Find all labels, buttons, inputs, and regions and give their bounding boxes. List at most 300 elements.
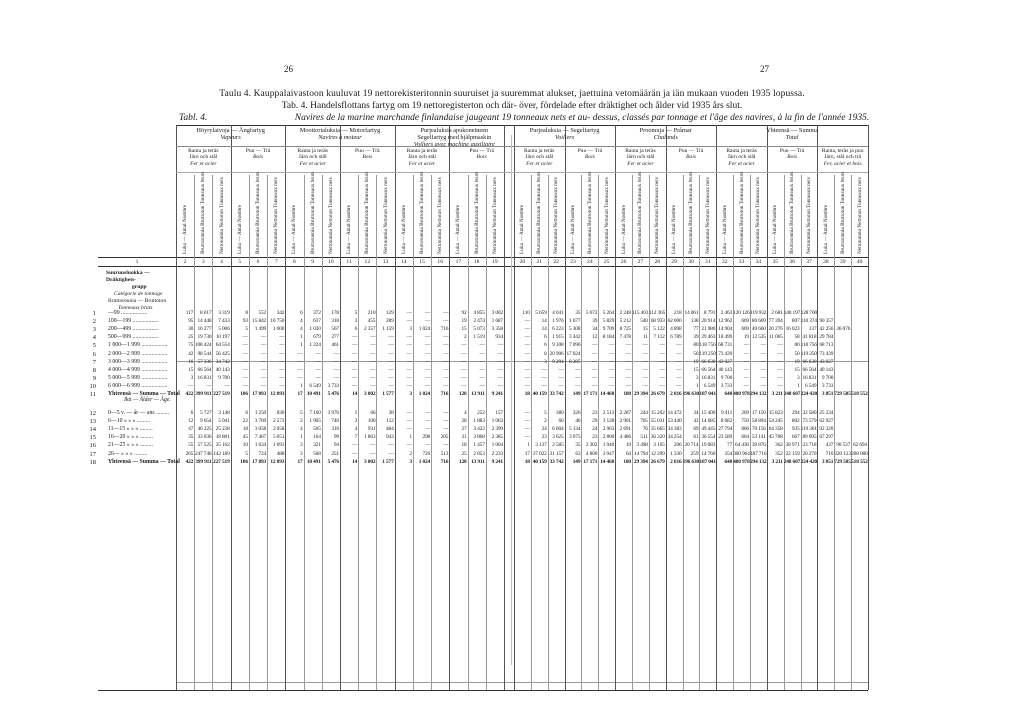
column-number: 11 [346, 259, 352, 265]
table-cell: 94 [333, 442, 339, 449]
table-cell: 3 211 [771, 458, 783, 465]
table-cell: 352 [775, 450, 783, 457]
table-cell: 46 225 [197, 426, 212, 433]
table-cell: 70 156 [751, 426, 766, 433]
table-cell: 16 [188, 358, 194, 365]
column-head-gross: Bruttotonnia Bruttoton Tonneaux bruts [200, 171, 207, 254]
table-cell: 69 [693, 426, 699, 433]
table-cell: 164 [313, 434, 321, 441]
table-cell: — [242, 342, 248, 349]
table-cell: 931 [367, 426, 376, 433]
table-cell: 128 [458, 458, 467, 465]
table-cell: 277 [331, 334, 339, 341]
table-cell: 13 911 [471, 391, 485, 397]
table-cell: 3 851 [821, 458, 834, 465]
table-cell: — [406, 374, 412, 381]
table-cell: 455 [367, 318, 376, 325]
table-cell: — [541, 366, 547, 373]
table-cell: 29 784 [819, 334, 834, 341]
table-cell: — [370, 382, 376, 389]
table-cell: 39 [693, 334, 699, 341]
group-header: Moottorialuksia — Motorfartyg Navires à moteur [299, 127, 381, 141]
row-number: 5 [92, 342, 96, 350]
table-cell: 24 [592, 426, 598, 433]
group-rule [395, 146, 514, 147]
table-cell: 14 760 [701, 450, 716, 457]
column-number: 2 [183, 259, 187, 265]
table-cell: — [424, 366, 431, 373]
table-cell: 34 [592, 326, 598, 333]
table-cell: 5 [245, 326, 248, 333]
column-number: 27 [637, 259, 644, 265]
column-head-count: Luku — Antal Nombre [721, 204, 728, 254]
table-cell: 1 577 [382, 458, 394, 465]
table-cell: — [497, 374, 503, 381]
table-cell: 68 713 [819, 342, 834, 349]
table-cell: 7 467 [254, 434, 267, 441]
table-cell: 29 394 [633, 458, 648, 465]
column-head-gross: Bruttotonnia Bruttoton Tonneaux bruts [536, 171, 543, 254]
table-cell: 1 883 [473, 418, 485, 425]
material-header: Puu — Trä Bois [577, 148, 603, 161]
column-number: 30 [688, 259, 694, 265]
column-rule [431, 175, 432, 690]
table-cell: — [443, 342, 449, 349]
table-cell: 716 [440, 391, 449, 397]
table-cell: 2 585 [552, 442, 564, 449]
table-cell: — [424, 318, 431, 325]
table-cell: 669 [741, 326, 749, 333]
table-cell: 15 [461, 326, 467, 333]
table-cell: 34 383 [667, 426, 682, 433]
group-rule [615, 146, 716, 147]
table-cell: — [406, 310, 412, 316]
table-cell: 17 024 [566, 350, 581, 357]
material-header: Puu — Trä Bois [779, 148, 805, 161]
table-cell: — [524, 334, 530, 341]
table-cell: — [260, 358, 267, 365]
column-head-net: Nettotonnia Nettoton Tonneaux nets [491, 177, 498, 254]
table-cell: — [279, 342, 285, 349]
table-cell: 3 358 [491, 326, 503, 333]
table-cell: — [659, 350, 665, 357]
table-cell: — [659, 374, 665, 381]
table-cell: 3 422 [473, 426, 485, 433]
table-cell: 7 160 [309, 410, 321, 416]
table-cell: 1 024 [418, 326, 431, 333]
table-cell: — [388, 350, 394, 357]
table-cell: — [642, 382, 648, 389]
table-cell: 399 911 [195, 391, 212, 397]
table-cell: 488 [276, 450, 285, 457]
table-cell: 5 [300, 410, 303, 416]
page-gutter [511, 135, 512, 665]
table-cell: 227 519 [213, 391, 230, 397]
column-rule [851, 175, 852, 690]
table-cell: 77 [693, 326, 699, 333]
table-cell: 38 [388, 410, 394, 416]
table-cell: 60 [558, 418, 564, 425]
column-rule [784, 175, 785, 690]
table-cell: 73 439 [718, 350, 733, 357]
table-cell: 1 915 [552, 334, 564, 341]
column-head-count: Luku — Antal Nombre [291, 204, 298, 254]
table-cell: — [676, 342, 682, 349]
column-rule [531, 175, 532, 690]
table-cell: 66 630 [701, 358, 716, 365]
table-cell: 187 041 [699, 458, 716, 465]
rule-table-bottom [98, 690, 868, 691]
table-cell: 16 023 [785, 326, 800, 333]
table-cell: — [760, 374, 766, 381]
table-cell: — [592, 366, 598, 373]
table-cell: 58 [794, 334, 800, 341]
table-cell: 1 091 [272, 442, 285, 449]
table-cell: 33 036 [197, 434, 212, 441]
table-cell: 33 742 [549, 391, 564, 397]
table-cell: — [351, 450, 358, 457]
table-cell: 7 [354, 434, 358, 441]
table-cell: 667 [791, 434, 800, 441]
table-cell: 2 901 [619, 418, 631, 425]
table-cell: 1 687 [491, 318, 503, 325]
table-cell: — [351, 366, 358, 373]
row-label: 100—199 .................. [108, 318, 159, 325]
table-cell: 399 911 [195, 458, 212, 465]
table-cell: 9 411 [720, 410, 733, 416]
table-cell: 34 254 [667, 434, 682, 441]
table-cell: 13 911 [471, 458, 485, 465]
table-cell: 115 403 [632, 310, 649, 316]
column-rule-end [868, 125, 869, 690]
table-cell: 380 [555, 410, 564, 416]
table-cell: — [777, 382, 783, 389]
table-cell: 34 [693, 410, 699, 416]
table-cell: 66 [370, 410, 376, 416]
table-cell: 45 [242, 434, 248, 441]
table-cell: 46 [575, 418, 581, 425]
table-cell: 2 233 [491, 450, 503, 457]
table-cell: 92 [461, 310, 467, 316]
table-cell: — [461, 366, 467, 373]
table-cell: 807 [791, 318, 800, 325]
column-head-net: Nettotonnia Nettoton Tonneaux nets [704, 177, 711, 254]
column-rule [376, 175, 377, 690]
table-cell: — [777, 350, 783, 357]
row-label: 1 000—1 999 .................. [108, 342, 168, 349]
column-number: 13 [382, 259, 389, 265]
table-cell: 18 [461, 442, 467, 449]
table-cell: 62 694 [853, 442, 867, 449]
table-cell: — [260, 334, 267, 341]
table-cell: 26 679 [650, 391, 665, 397]
table-cell: — [461, 382, 467, 389]
table-cell: — [659, 358, 665, 365]
table-cell: — [351, 374, 358, 381]
table-cell: 321 [313, 442, 321, 449]
table-cell: — [297, 366, 303, 373]
table-cell: 57 336 [197, 358, 212, 365]
column-number: 28 [654, 259, 661, 265]
table-cell: — [443, 366, 449, 373]
table-cell: 10 491 [306, 458, 321, 465]
table-cell: — [642, 358, 648, 365]
column-number: 17 [455, 259, 462, 265]
table-cell: 35 665 [650, 426, 665, 433]
column-number: 26 [620, 259, 627, 265]
table-cell: 32 580 [802, 410, 817, 416]
table-cell: — [524, 374, 530, 381]
table-cell: — [333, 366, 339, 373]
table-cell: — [625, 342, 631, 349]
table-cell: 112 365 [648, 310, 666, 316]
title-french: Navires de la marine marchande finlandaise jaugeant 19 tonneaux nets et au- dessus, classés par tonnage et l'âge des navires, à la fin de l'année 1935. [294, 113, 870, 123]
table-cell: — [424, 418, 431, 425]
table-cell: 5 308 [569, 326, 581, 333]
table-cell: — [592, 350, 598, 357]
table-cell: 8 285 [569, 358, 581, 365]
table-cell: 1 [300, 334, 303, 341]
column-number: 38 [823, 259, 829, 265]
table-cell: — [297, 358, 303, 365]
table-cell: — [625, 374, 631, 381]
table-cell: 8 [245, 310, 248, 316]
column-number: 14 [400, 259, 407, 265]
column-number: 29 [671, 259, 677, 265]
column-number: 8 [293, 259, 296, 265]
table-cell: 12 [188, 418, 194, 425]
table-cell: 3 769 [254, 418, 267, 425]
table-cell: 3 [409, 326, 412, 333]
table-cell: 16 831 [802, 374, 817, 381]
table-cell: 259 [690, 450, 699, 457]
table-cell: 9 241 [491, 458, 503, 465]
table-cell: — [777, 374, 783, 381]
table-cell: 18 [524, 391, 530, 397]
table-cell: — [575, 366, 581, 373]
table-cell: 43 027 [819, 358, 834, 365]
stub-header: Suuruusluokka — Dräktighets- grupp Catégorie de tonnage Bruttotonnia — Bruttoton Tonneaux bruts [106, 270, 167, 311]
table-cell: — [760, 342, 766, 349]
table-cell: 1 250 [254, 410, 267, 416]
table-cell: 23 [541, 434, 547, 441]
table-cell: 8 725 [619, 326, 631, 333]
table-cell: — [424, 382, 431, 389]
table-cell: — [497, 358, 503, 365]
table-cell: 2 513 [602, 410, 615, 416]
material-rule [449, 172, 514, 173]
table-cell: — [424, 442, 431, 449]
table-cell: 1 [300, 382, 303, 389]
table-cell: 508 [313, 450, 321, 457]
material-header: Rauta ja teräs Järn och stål Fer et acier [406, 148, 438, 167]
row-number: 2 [92, 318, 96, 326]
table-cell: 25 [461, 450, 467, 457]
table-cell: 39 [592, 318, 598, 325]
table-cell: 63 [575, 450, 581, 457]
table-cell: 1 004 [491, 442, 503, 449]
table-cell: 5 476 [327, 458, 339, 465]
table-cell: 10 197 [215, 334, 230, 341]
table-cell: — [524, 358, 530, 365]
table-cell: — [659, 342, 665, 349]
table-cell: — [479, 382, 485, 389]
row-label: 4 000—4 999 .................. [108, 366, 168, 373]
table-cell: 20 714 [684, 442, 699, 449]
table-cell: — [260, 350, 267, 357]
column-head-net: Nettotonnia Nettoton Tonneaux nets [654, 177, 661, 254]
table-cell: 1 063 [491, 418, 503, 425]
table-cell: 3 002 [364, 391, 376, 397]
table-cell: — [592, 358, 598, 365]
table-cell: — [642, 366, 648, 373]
table-cell: 93 [242, 318, 248, 325]
group-header: Yhteensä — Summa Total [766, 127, 819, 141]
table-cell: 3 733 [821, 382, 834, 389]
table-cell: 15 [794, 366, 800, 373]
table-cell: 362 [775, 442, 783, 449]
column-number: 31 [705, 259, 711, 265]
table-cell: — [760, 358, 766, 365]
table-cell: 9 108 [552, 342, 564, 349]
table-cell: 23 [592, 410, 598, 416]
table-cell: — [388, 382, 394, 389]
column-number: 25 [603, 259, 610, 265]
table-cell: 187 041 [699, 391, 716, 397]
table-cell: 705 [640, 418, 648, 425]
table-cell: 943 [386, 434, 394, 441]
table-cell: 208 080 [851, 450, 868, 457]
table-cell: 1 [300, 342, 303, 349]
table-cell: 1 024 [418, 391, 431, 397]
column-head-count: Luku — Antal Nombre [822, 204, 829, 254]
column-number: 22 [553, 259, 559, 265]
table-cell: — [297, 374, 303, 381]
table-cell: 12 535 [751, 334, 766, 341]
table-cell: 11 065 [768, 334, 783, 341]
table-cell: — [524, 410, 530, 416]
table-cell: — [524, 350, 530, 357]
table-cell: — [279, 334, 285, 341]
table-cell: 17 893 [252, 391, 267, 397]
table-cell: 669 [741, 318, 749, 325]
table-cell: 15 [642, 326, 648, 333]
column-number: 24 [587, 259, 593, 265]
table-cell: 10 277 [197, 326, 212, 333]
table-cell: 9 700 [218, 374, 230, 381]
table-cell: 27 [461, 426, 467, 433]
table-cell: 6 [300, 310, 303, 316]
table-cell: 294 132 [750, 458, 767, 465]
table-cell: 15 400 [701, 410, 716, 416]
group-rule [176, 146, 285, 147]
table-cell: 54 245 [768, 418, 783, 425]
table-cell: 42 256 [819, 326, 834, 333]
table-cell: — [187, 382, 194, 389]
table-cell: 3 733 [327, 382, 339, 389]
table-cell: 4 800 [585, 450, 598, 457]
table-cell: — [497, 382, 503, 389]
table-cell: 372 [313, 310, 321, 316]
table-cell: 1 519 [473, 334, 485, 341]
table-cell: 224 420 [800, 458, 818, 465]
table-cell: 110 374 [800, 318, 817, 325]
table-cell: 35 [575, 310, 581, 316]
row-number: 1 [92, 310, 96, 317]
table-cell: 16 831 [701, 374, 716, 381]
table-cell: 9 700 [720, 374, 733, 381]
table-cell: 28 [461, 418, 467, 425]
table-cell: — [279, 374, 285, 381]
column-rule [666, 125, 667, 690]
table-cell: 244 [640, 410, 648, 416]
table-cell: 14 468 [600, 458, 615, 465]
table-cell: 1 940 [602, 442, 615, 449]
table-cell: — [333, 350, 339, 357]
column-head-count: Luku — Antal Nombre [400, 204, 407, 254]
table-cell: 66 564 [701, 366, 716, 373]
table-cell: 1 224 [309, 342, 321, 349]
table-cell: 12 962 [718, 318, 733, 325]
table-cell: 76 [642, 426, 648, 433]
table-cell: — [333, 358, 339, 365]
table-cell: 300 964 [733, 450, 750, 457]
table-cell: 10 491 [306, 391, 321, 397]
column-rule [267, 175, 268, 690]
table-cell: 17 150 [751, 410, 766, 416]
table-cell: — [242, 382, 248, 389]
table-cell: 1 [695, 382, 699, 389]
column-rule [565, 125, 566, 690]
table-cell: — [524, 326, 530, 333]
table-cell: 830 [276, 410, 285, 416]
table-cell: 289 [386, 318, 394, 325]
table-cell: 9 241 [491, 391, 503, 397]
column-number: 7 [274, 259, 278, 265]
table-cell: 2 [464, 334, 467, 341]
row-label: 16—20 » » » ......... [108, 434, 153, 441]
row-number: 15 [89, 434, 96, 442]
column-head-net: Nettotonnia Nettoton Tonneaux nets [856, 177, 863, 254]
group-rule [285, 146, 394, 147]
column-number: 3 [201, 259, 205, 265]
table-cell: 18 [524, 458, 530, 465]
table-cell: 8 682 [720, 418, 733, 425]
table-cell: 4 [354, 426, 358, 433]
table-cell: 2 963 [602, 426, 615, 433]
table-cell: — [443, 334, 449, 341]
table-cell: 3 976 [327, 410, 339, 416]
table-cell: 2 [409, 450, 412, 457]
table-cell: — [406, 342, 412, 349]
table-cell: 142 189 [213, 450, 230, 457]
table-cell: 2 806 [602, 434, 615, 441]
table-cell: 14 [352, 391, 358, 397]
table-cell: — [479, 342, 485, 349]
table-cell: 19 [693, 358, 699, 365]
table-cell: 935 [791, 426, 800, 433]
column-rule [834, 175, 835, 690]
table-cell: 540 [640, 318, 648, 325]
table-cell: 40 143 [215, 366, 230, 373]
table-cell: 39 876 [751, 442, 766, 449]
table-cell: 11 [642, 334, 648, 341]
table-cell: — [497, 350, 503, 357]
table-cell: — [524, 318, 530, 325]
group-header: Purjealuksia — Segelfartyg Voiliers [529, 127, 600, 141]
table-cell: — [260, 374, 267, 381]
table-cell: 43 [693, 418, 699, 425]
